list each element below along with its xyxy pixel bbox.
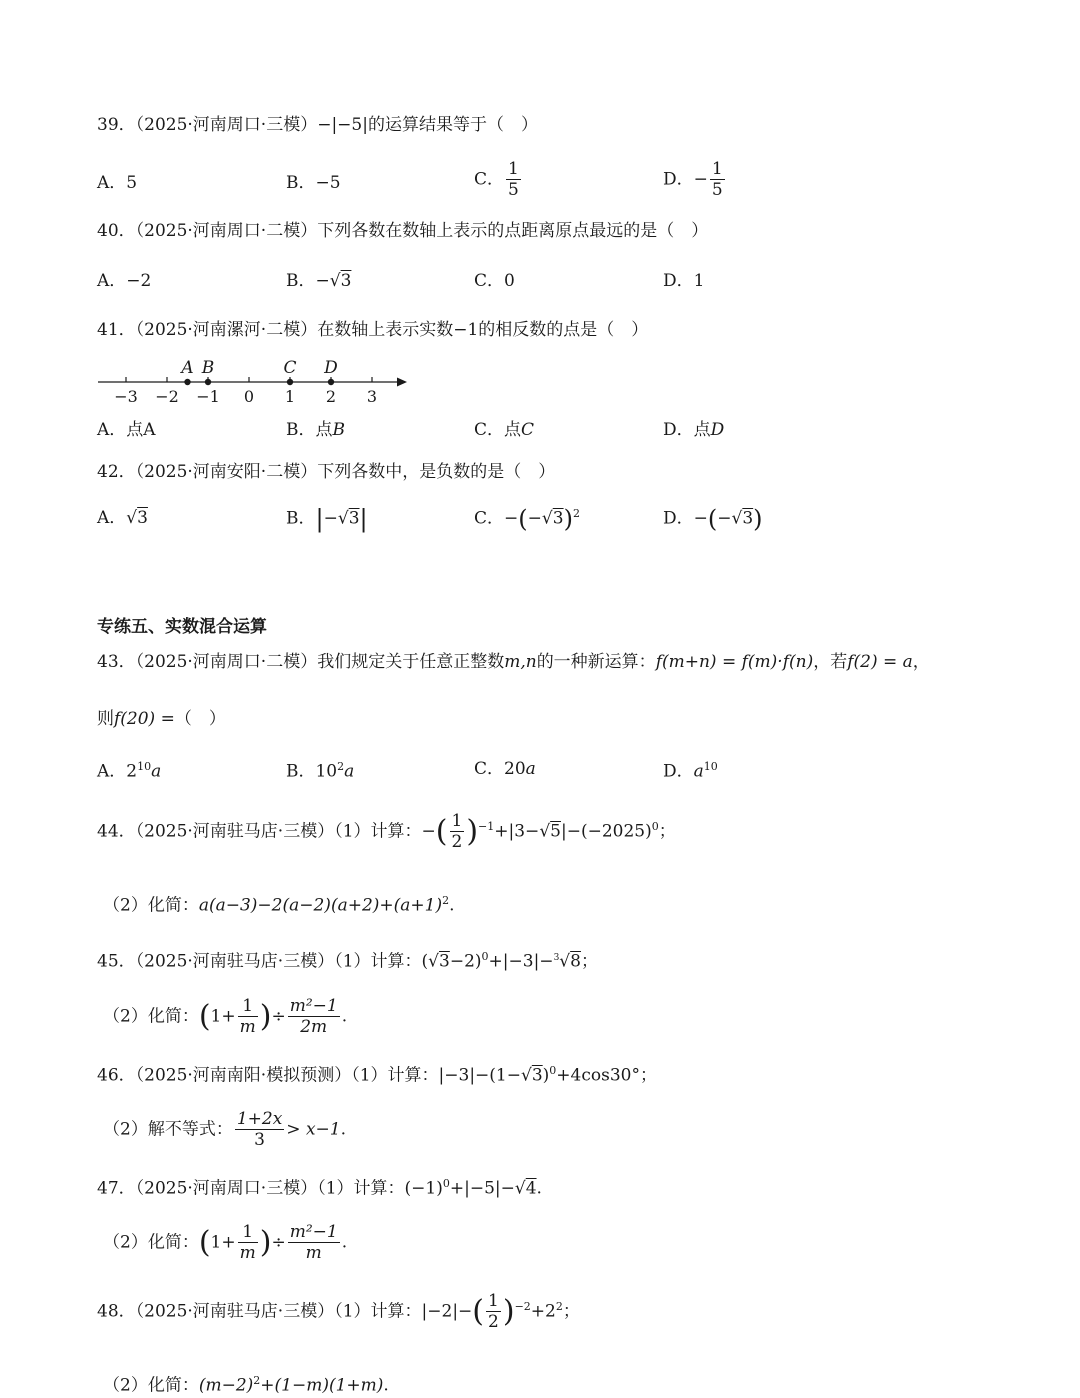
number-line [95,352,415,410]
q43-option-a: A．$2^{10}a$ [97,760,162,782]
number-line-tick-label: 2 [325,387,337,406]
q42-option-a: A．√3 [97,508,148,528]
fraction: $\frac{1+2x}{3}$ [236,1109,283,1150]
q42-option-c: C．$-(-√3)^2$ [474,505,580,533]
number-line-tick-label: 0 [243,387,255,406]
q40-option-c: C．0 [474,271,515,291]
q39-expr: −|−5| [317,115,368,135]
number-line-point-label: D [324,358,338,378]
q41-stem: 41．（2025·河南漯河·二模）在数轴上表示实数−1的相反数的点是（ ） [97,320,649,340]
sqrt-symbol: √ [731,508,743,529]
sqrt-symbol: √ [514,1178,526,1199]
q45-part2: （2）化简：(1+ $\frac{1}{m}$ )÷ $\frac{\text{m²−1}}{2m}$ . [103,996,348,1037]
sqrt-symbol: √ [428,951,440,972]
q47-part2: （2）化简：(1+ $\frac{1}{m}$ )÷ $\frac{\text{m²−1}}{m}$ . [103,1222,348,1263]
q41-option-a: A．点A [97,420,156,440]
number-line-point [205,379,211,385]
q46-part1: 46．（2025·河南南阳·模拟预测）（1）计算：$|-3|-(1-√3)^0+4\cos 30^\circ$； [97,1064,657,1086]
q46-part2: （2）解不等式： $\frac{1+2x}{3}$ > x−1. [103,1109,346,1150]
q41-option-d: D．点D [663,420,725,440]
q43-line2: 则f(20) =（ ） [97,709,226,729]
q44-part1: 44．（2025·河南驻马店·三模）（1）计算：−( $\frac{1}{2}$ )$^{-1}+|3-√5|-(-2025)^0$； [97,811,676,852]
q45-part1: 45．（2025·河南驻马店·三模）（1）计算：$(√3-2)^0+|-3|-^3√8$； [97,950,598,972]
q39-stem: 39．（2025·河南周口·三模）−|−5|的运算结果等于（ ） [97,115,538,135]
q39-option-a: A．5 [97,173,138,193]
number-line-tick-label: −2 [155,387,179,406]
q47-part1: 47．（2025·河南周口·三模）（1）计算：$(-1)^0+|-5|-√4$. [97,1177,542,1199]
fraction: $\frac{1}{m}$ [239,1222,256,1263]
q43-option-d: D．$a^{10}$ [663,760,718,782]
fraction: $\frac{1}{5}$ [711,159,723,200]
sqrt-symbol: √ [520,1065,532,1086]
q40-option-d: D．1 [663,271,705,291]
fraction: $\frac{1}{5}$ [508,159,519,200]
number-line-tick-label: 3 [366,387,378,406]
number-line-point [328,379,334,385]
number-line-arrow [397,378,407,387]
q41-option-b: B．点B [286,420,345,440]
sqrt-symbol: √ [126,508,138,528]
q40-option-b: B．−√3 [286,271,352,291]
q43-option-c: C．20a [474,759,536,779]
abs-bar: | [359,505,368,533]
q39-option-b: B．−5 [286,173,341,193]
number-line-point [287,379,293,385]
abs-bar: | [315,505,324,533]
section-title: 专练五、实数混合运算 [97,617,267,637]
number-line-point-label: A [181,358,194,378]
number-line-tick-label: −1 [196,387,220,406]
fraction: $\frac{\text{m²−1}}{m}$ [289,1222,338,1263]
q43-stem: 43．（2025·河南周口·二模）我们规定关于任意正整数m,n的一种新运算：f(m+n) = f(m)·f(n)，若f(2) = a， [97,652,930,672]
number-line-tick-label: 1 [284,387,296,406]
q42-stem: 42．（2025·河南安阳·二模）下列各数中，是负数的是（ ） [97,462,556,482]
q42-option-d: D．−(−√3) [663,505,763,533]
number-line-point-label: C [283,358,297,378]
sqrt-symbol: √ [539,821,551,842]
q39-option-d: D．− $\frac{1}{5}$ [663,159,723,200]
q42-option-b: B．|−√3| [286,505,368,533]
number-line-tick-label: −3 [114,387,138,406]
number-line-point [184,379,190,385]
q43-option-b: B．$10^2a$ [286,760,355,782]
q48-part2: （2）化简：$(m-2)^2+(1-m)(1+m)$. [103,1374,389,1396]
sqrt-symbol: √ [541,508,553,529]
fraction: $\frac{1}{m}$ [239,996,256,1037]
sqrt-symbol: √ [337,508,349,529]
q44-part2: （2）化简：$a(a-3)-2(a-2)(a+2)+(a+1)^2$. [103,894,455,916]
sqrt-symbol: √ [559,951,571,972]
number-line-point-label: B [201,358,215,378]
q40-option-a: A．−2 [97,271,152,291]
q39-option-c: C． $\frac{1}{5}$ [474,159,519,200]
fraction: $\frac{\text{m²−1}}{2m}$ [289,996,338,1037]
q41-option-c: C．点C [474,420,535,440]
fraction: $\frac{1}{2}$ [451,811,463,852]
sqrt-symbol: √ [329,271,341,291]
fraction: $\frac{1}{2}$ [488,1291,499,1332]
q48-part1: 48．（2025·河南驻马店·三模）（1）计算：|−2|−( $\frac{1}{2}$ )$^{-2}+2^2$； [97,1291,580,1332]
q40-stem: 40．（2025·河南周口·二模）下列各数在数轴上表示的点距离原点最远的是（ ） [97,221,709,241]
